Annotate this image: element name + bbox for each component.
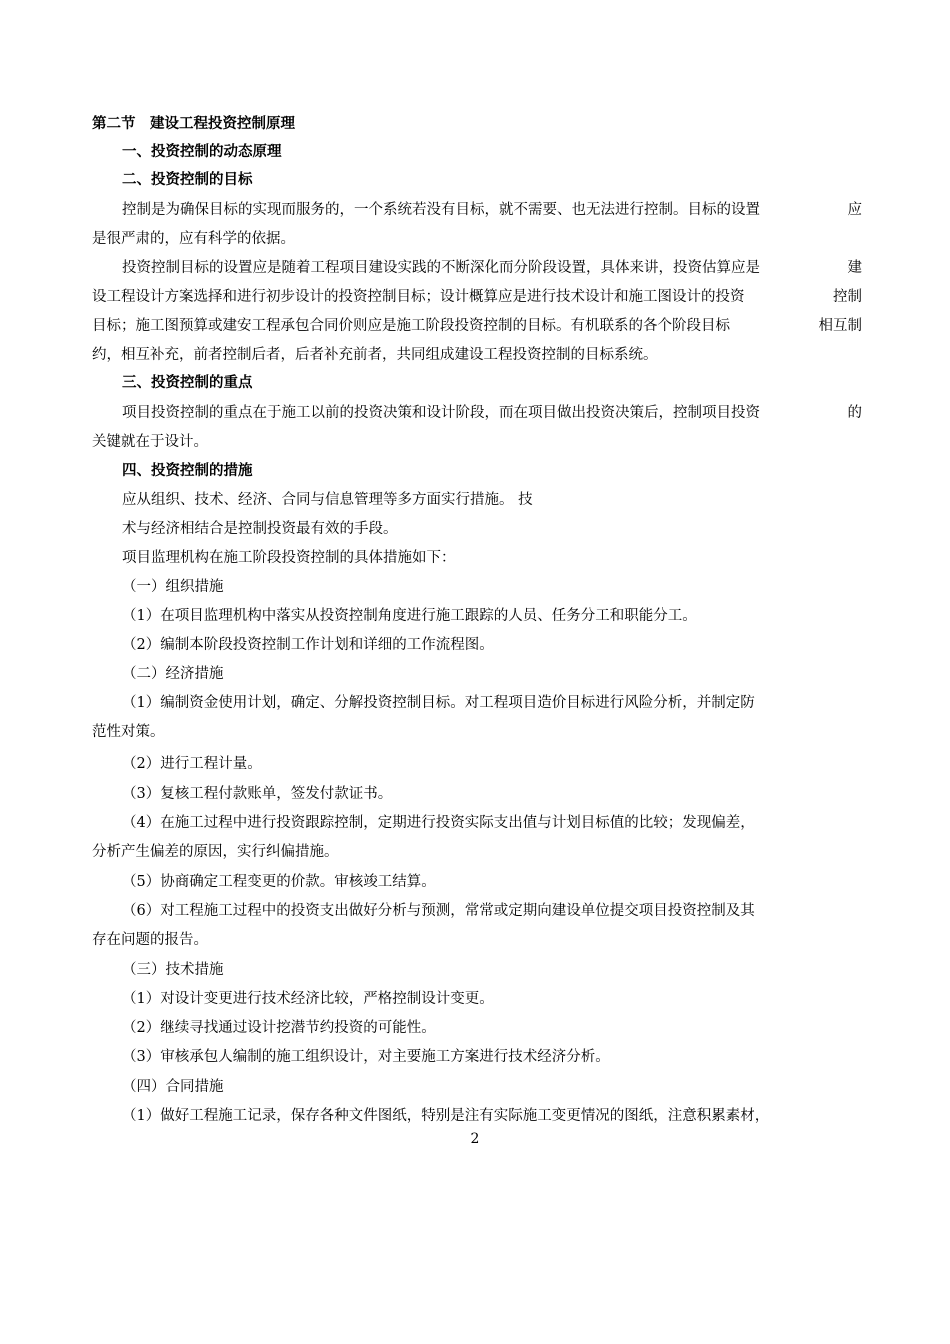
heading-control-focus: 三、投资控制的重点 <box>122 374 253 391</box>
page-number: 2 <box>470 1131 480 1147</box>
list-item: （1）编制资金使用计划，确定、分解投资控制目标。对工程项目造价目标进行风险分析，并制定防 <box>122 695 755 711</box>
paragraph-text: 设工程设计方案选择和进行初步设计的投资控制目标；设计概算应是进行技术设计和施工图设计的投资 <box>92 289 745 305</box>
paragraph-line: 项目监理机构在施工阶段投资控制的具体措施如下： <box>122 550 456 566</box>
list-item: （2）编制本阶段投资控制工作计划和详细的工作流程图。 <box>122 637 494 653</box>
list-item: （1）做好工程施工记录，保存各种文件图纸，特别是注有实际施工变更情况的图纸，注意积累素材， <box>122 1108 770 1124</box>
list-item: （2）进行工程计量。 <box>122 756 262 772</box>
heading-control-measures: 四、投资控制的措施 <box>122 462 253 479</box>
paragraph-line: 关键就在于设计。 <box>92 434 208 450</box>
list-item-continuation: 分析产生偏差的原因，实行纠偏措施。 <box>92 844 339 860</box>
paragraph-text: 建 <box>847 260 862 276</box>
paragraph-text: 目标；施工图预算或建安工程承包合同价则应是施工阶段投资控制的目标。有机联系的各个阶段目标 <box>92 318 730 334</box>
paragraph-text: 投资控制目标的设置应是随着工程项目建设实践的不断深化而分阶段设置，具体来讲，投资估算应是 <box>122 260 760 276</box>
list-item: （2）继续寻找通过设计挖潜节约投资的可能性。 <box>122 1020 436 1036</box>
list-item: （5）协商确定工程变更的价款。审核竣工结算。 <box>122 874 436 890</box>
paragraph-text: 应 <box>847 202 862 218</box>
paragraph-text: 控制是为确保目标的实现而服务的，一个系统若没有目标，就不需要、也无法进行控制。目标的设置 <box>122 202 760 218</box>
paragraph-text: 控制 <box>833 289 862 305</box>
list-item-continuation: 范性对策。 <box>92 724 165 740</box>
paragraph-text: 项目投资控制的重点在于施工以前的投资决策和设计阶段，而在项目做出投资决策后，控制项目投资 <box>122 405 760 421</box>
paragraph-line: 术与经济相结合是控制投资最有效的手段。 <box>122 521 398 537</box>
paragraph-text: 的 <box>847 405 862 421</box>
subheading-contract-measures: （四）合同措施 <box>122 1079 224 1095</box>
subheading-economic-measures: （二）经济措施 <box>122 666 224 682</box>
heading-control-target: 二、投资控制的目标 <box>122 171 253 188</box>
paragraph-line <box>122 403 862 423</box>
list-item: （6）对工程施工过程中的投资支出做好分析与预测，常常或定期向建设单位提交项目投资控制及其 <box>122 903 755 919</box>
paragraph-line: 是很严肃的，应有科学的依据。 <box>92 231 295 247</box>
heading-dynamic-principle: 一、投资控制的动态原理 <box>122 143 282 160</box>
section-title: 第二节 建设工程投资控制原理 <box>92 115 295 132</box>
paragraph-line: 应从组织、技术、经济、合同与信息管理等多方面实行措施。 技 <box>122 492 533 508</box>
subheading-technical-measures: （三）技术措施 <box>122 962 224 978</box>
paragraph-line: 约，相互补充，前者控制后者，后者补充前者，共同组成建设工程投资控制的目标系统。 <box>92 347 658 363</box>
paragraph-line <box>92 287 862 307</box>
list-item: （4）在施工过程中进行投资跟踪控制，定期进行投资实际支出值与计划目标值的比较；发现偏差， <box>122 815 755 831</box>
list-item: （1）在项目监理机构中落实从投资控制角度进行施工跟踪的人员、任务分工和职能分工。 <box>122 608 697 624</box>
paragraph-line <box>122 200 862 220</box>
subheading-organizational-measures: （一）组织措施 <box>122 579 224 595</box>
paragraph-text: 相互制 <box>818 318 862 334</box>
list-item: （3）审核承包人编制的施工组织设计，对主要施工方案进行技术经济分析。 <box>122 1049 610 1065</box>
list-item-continuation: 存在问题的报告。 <box>92 932 208 948</box>
list-item: （3）复核工程付款账单，签发付款证书。 <box>122 786 393 802</box>
paragraph-line <box>92 316 862 336</box>
list-item: （1）对设计变更进行技术经济比较，严格控制设计变更。 <box>122 991 494 1007</box>
paragraph-line <box>122 258 862 278</box>
